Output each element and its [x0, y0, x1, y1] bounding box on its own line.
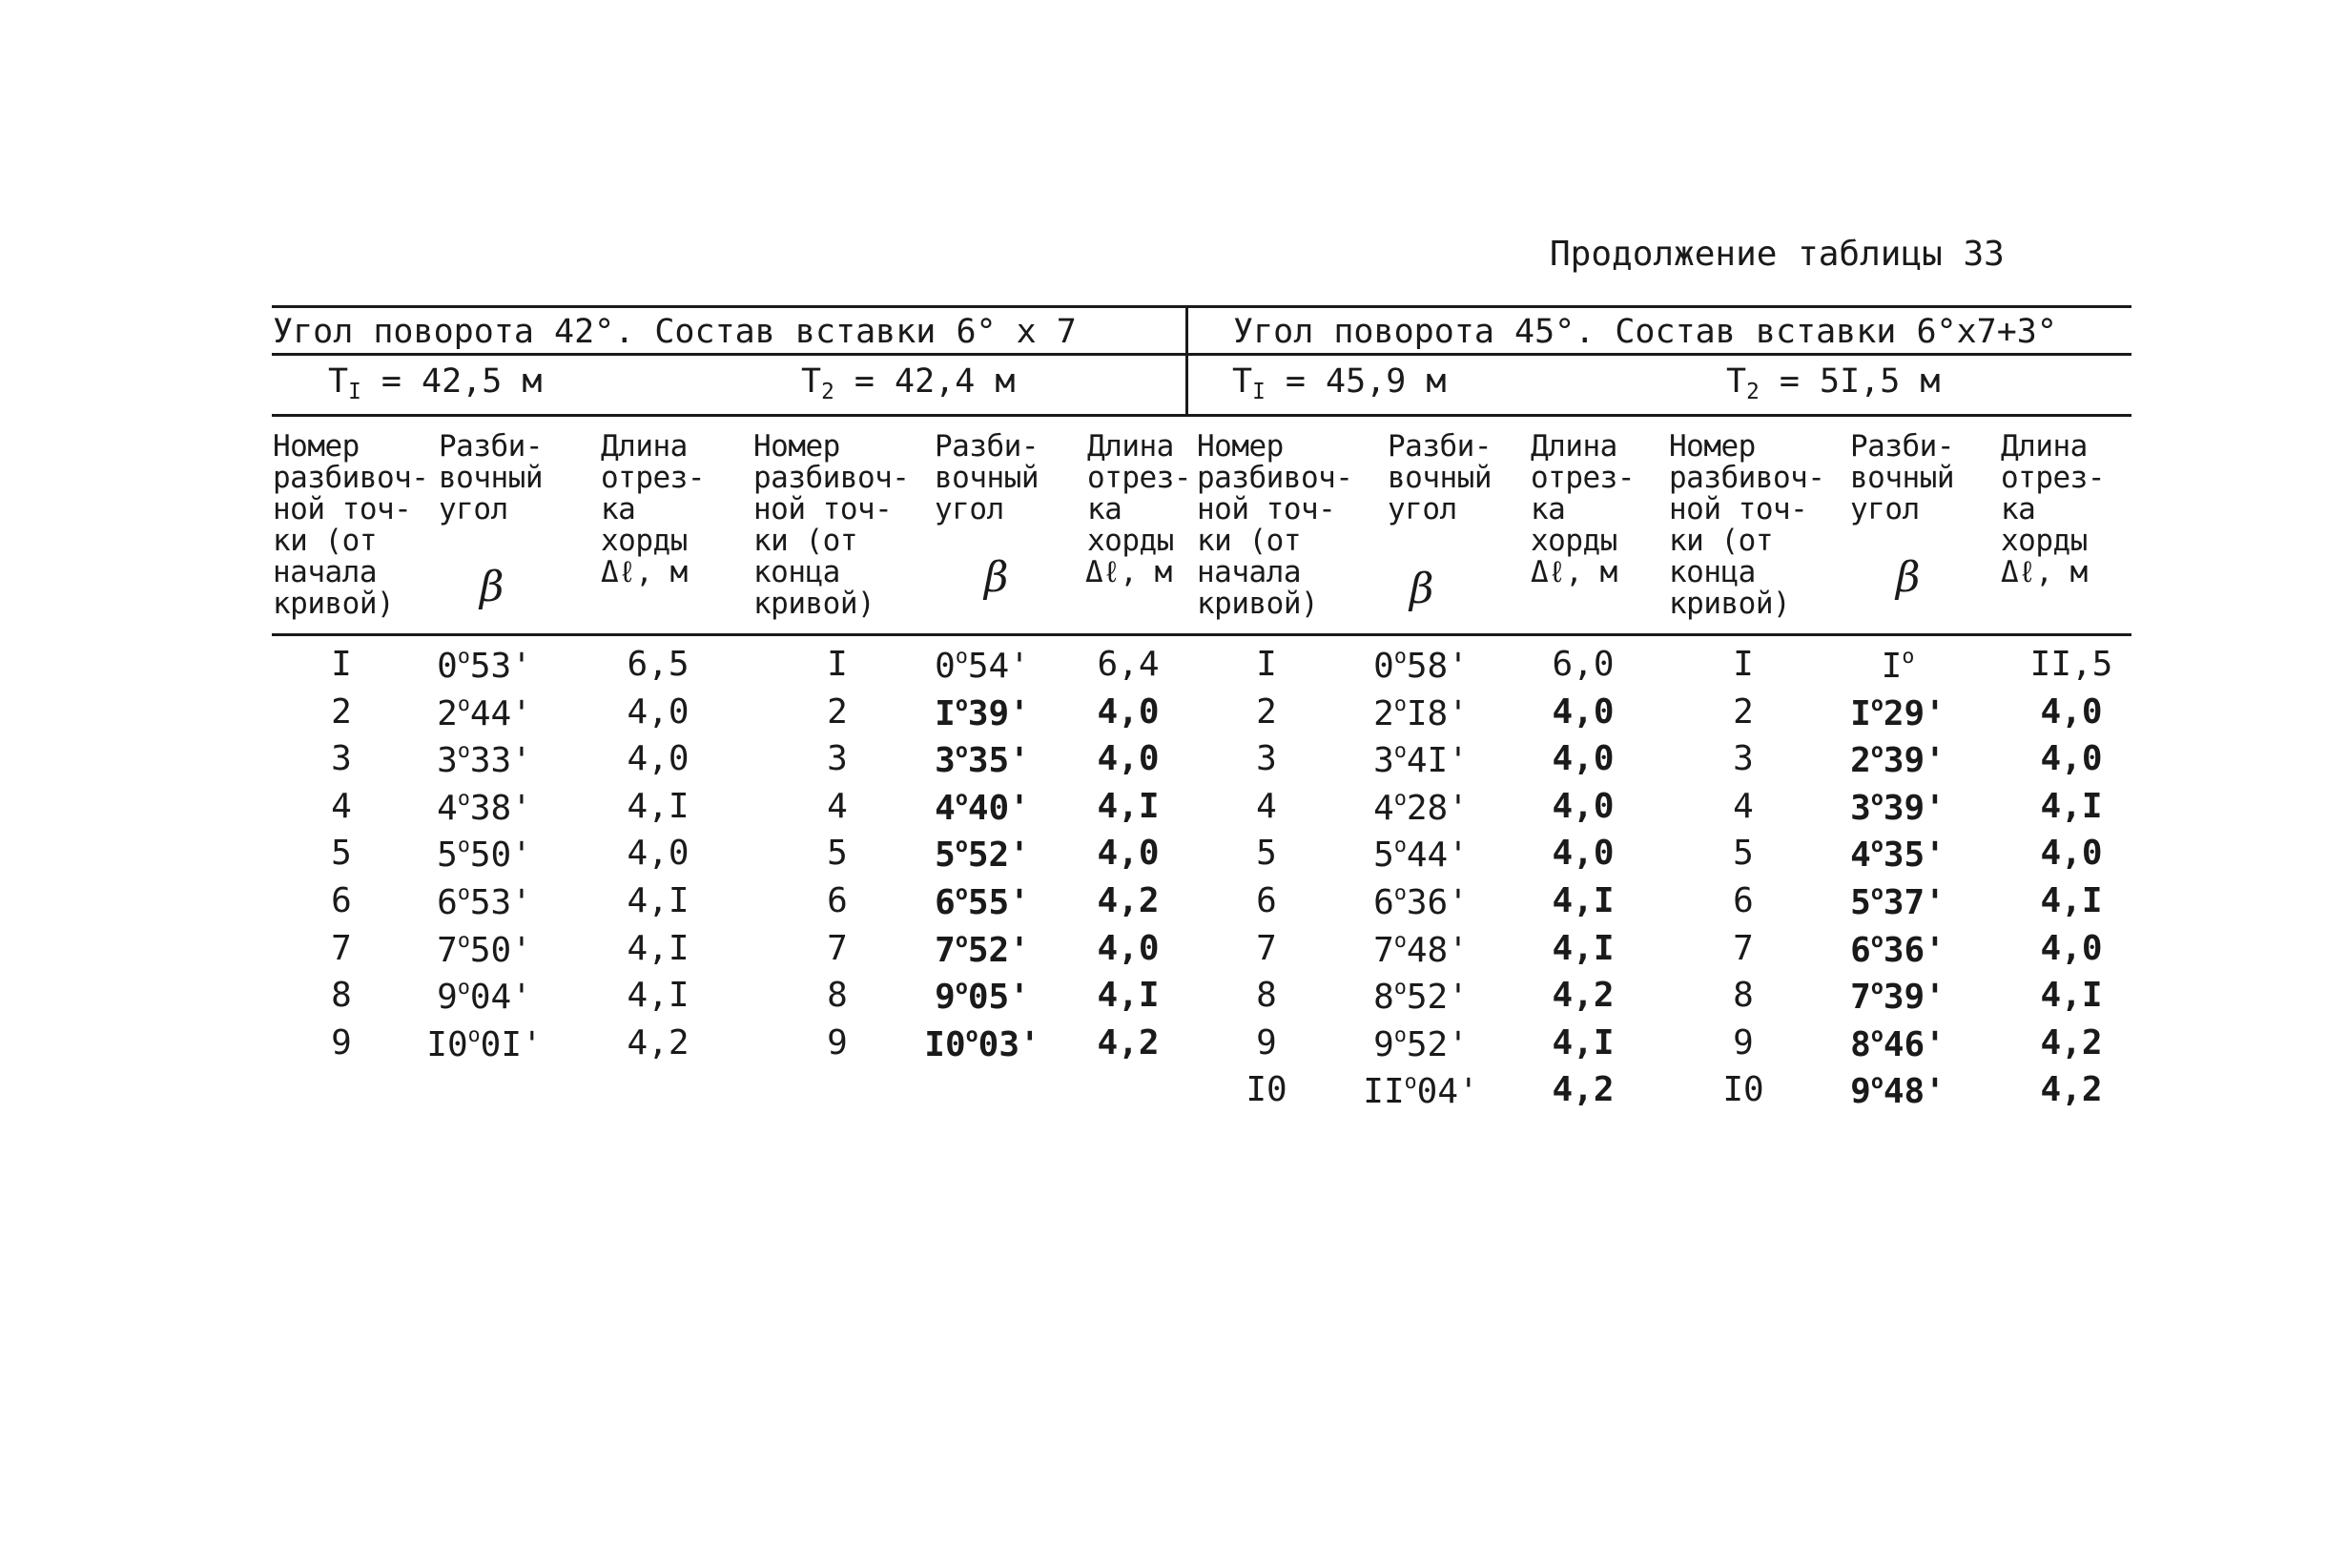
table-cell-angle-3: 7$^o$48' — [1373, 928, 1469, 970]
table-cell-point-4: 9 — [1733, 1022, 1754, 1063]
table-cell-angle-1: 3$^o$33' — [437, 739, 532, 781]
table-cell-point-4: I — [1733, 645, 1754, 684]
beta-symbol-4: β — [1896, 553, 1921, 602]
table-cell-chord-3: 4,0 — [1552, 691, 1615, 732]
title-rule — [272, 353, 2131, 356]
table-cell-chord-3: 4,I — [1552, 1022, 1615, 1063]
table-cell-point-1: 6 — [331, 881, 352, 920]
right-t2: $T_2 = 5I,5$ м — [1726, 362, 1941, 404]
left-t1: $T_I = 42,5$ м — [328, 362, 543, 404]
right-block-title: Угол поворота 45°. Состав вставки 6°х7+3° — [1233, 313, 2057, 351]
table-cell-angle-4: 6$^o$36' — [1850, 928, 1946, 970]
table-cell-chord-2: 4,I — [1097, 976, 1160, 1016]
table-cell-angle-3: 8$^o$52' — [1373, 976, 1469, 1018]
table-cell-angle-2: I0$^o$03' — [924, 1022, 1040, 1064]
table-cell-chord-2: 4,2 — [1097, 1022, 1160, 1063]
table-cell-angle-2: 6$^o$55' — [935, 881, 1030, 923]
table-cell-point-3: I — [1256, 645, 1277, 684]
table-cell-chord-1: 4,0 — [627, 691, 690, 732]
table-cell-angle-3: 5$^o$44' — [1373, 834, 1469, 876]
table-cell-chord-4: II,5 — [2029, 645, 2113, 684]
subhead-rule — [272, 414, 2131, 417]
table-cell-angle-3: 4$^o$28' — [1373, 786, 1469, 828]
table-cell-angle-3: 0$^o$58' — [1373, 645, 1469, 687]
col-header-angle-2: Разби- вочный угол — [935, 429, 1039, 526]
table-cell-angle-4: $I^o29'$ — [1850, 691, 1946, 733]
table-cell-angle-2: 3$^o$35' — [935, 739, 1030, 781]
left-block-title: Угол поворота 42°. Состав вставки 6° х 7 — [273, 313, 1077, 351]
table-cell-point-1: 8 — [331, 976, 352, 1016]
table-cell-point-4: I0 — [1722, 1070, 1764, 1110]
table-cell-point-2: 7 — [827, 928, 848, 968]
table-cell-point-1: I — [331, 645, 352, 684]
table-cell-chord-4: 4,0 — [2040, 739, 2103, 779]
table-cell-angle-2: 4$^o$40' — [935, 786, 1030, 828]
table-cell-point-2: 2 — [827, 691, 848, 732]
table-cell-angle-1: 4$^o$38' — [437, 786, 532, 828]
table-cell-point-4: 2 — [1733, 691, 1754, 732]
table-cell-angle-4: 5$^o$37' — [1850, 881, 1946, 923]
table-cell-angle-4: 7$^o$39' — [1850, 976, 1946, 1018]
table-cell-point-2: 3 — [827, 739, 848, 779]
table-cell-chord-4: 4,0 — [2040, 834, 2103, 874]
block-divider — [1185, 307, 1188, 414]
table-cell-point-3: 2 — [1256, 691, 1277, 732]
table-cell-point-3: 7 — [1256, 928, 1277, 968]
left-t2: $T_2 = 42,4$ м — [801, 362, 1016, 404]
table-cell-angle-3: $II^o04'$ — [1363, 1070, 1479, 1112]
table-cell-point-2: I — [827, 645, 848, 684]
table-cell-point-2: 6 — [827, 881, 848, 920]
table-cell-chord-2: 6,4 — [1097, 645, 1160, 684]
table-cell-point-1: 2 — [331, 691, 352, 732]
table-cell-angle-4: 2$^o$39' — [1850, 739, 1946, 781]
col-header-chord-2: Длина отрез- ка хорды — [1087, 429, 1191, 558]
table-cell-chord-1: 4,2 — [627, 1022, 690, 1063]
table-cell-chord-1: 4,0 — [627, 739, 690, 779]
table-cell-angle-4: 3$^o$39' — [1850, 786, 1946, 828]
table-cell-chord-1: 4,I — [627, 928, 690, 968]
table-cell-chord-1: 4,I — [627, 976, 690, 1016]
table-cell-chord-4: 4,0 — [2040, 691, 2103, 732]
table-cell-chord-3: 6,0 — [1552, 645, 1615, 684]
table-cell-point-4: 7 — [1733, 928, 1754, 968]
table-cell-point-1: 7 — [331, 928, 352, 968]
table-cell-chord-3: 4,2 — [1552, 976, 1615, 1016]
table-cell-chord-2: 4,0 — [1097, 691, 1160, 732]
col-header-chord-1: Длина отрез- ка хорды — [601, 429, 705, 558]
table-cell-angle-1: 0$^o$53' — [437, 645, 532, 687]
beta-symbol-3: β — [1410, 565, 1434, 613]
table-cell-chord-2: 4,0 — [1097, 739, 1160, 779]
table-cell-point-3: 5 — [1256, 834, 1277, 874]
col-header-chord-3: Длина отрез- ка хорды — [1531, 429, 1635, 558]
table-cell-chord-3: 4,0 — [1552, 739, 1615, 779]
table-cell-angle-2: 9$^o$05' — [935, 976, 1030, 1018]
table-cell-point-3: 4 — [1256, 786, 1277, 826]
col-header-point-2: Номер разбивоч- ной точ- ки (от конца кривой) — [753, 429, 910, 621]
table-cell-angle-1: 7$^o$50' — [437, 928, 532, 970]
table-cell-angle-4: 9$^o$48' — [1850, 1070, 1946, 1112]
table-cell-point-4: 5 — [1733, 834, 1754, 874]
table-cell-angle-3: 2$^o$I8' — [1373, 691, 1469, 733]
table-cell-point-2: 4 — [827, 786, 848, 826]
table-cell-chord-4: 4,2 — [2040, 1022, 2103, 1063]
col-header-point-4: Номер разбивоч- ной точ- ки (от конца кривой) — [1669, 429, 1825, 621]
table-cell-chord-1: 4,I — [627, 881, 690, 920]
col-header-chord-unit-1: Δℓ, м — [601, 555, 688, 589]
table-cell-chord-1: 4,0 — [627, 834, 690, 874]
table-cell-angle-1: 5$^o$50' — [437, 834, 532, 876]
table-cell-point-3: 9 — [1256, 1022, 1277, 1063]
table-cell-chord-4: 4,I — [2040, 976, 2103, 1016]
table-cell-angle-4: $I^o$ — [1881, 645, 1915, 687]
col-header-chord-unit-4: Δℓ, м — [2001, 555, 2088, 589]
table-cell-chord-2: 4,0 — [1097, 834, 1160, 874]
table-cell-point-1: 9 — [331, 1022, 352, 1063]
table-cell-angle-3: 9$^o$52' — [1373, 1022, 1469, 1064]
col-header-angle-4: Разби- вочный угол — [1850, 429, 1954, 526]
beta-symbol-1: β — [480, 563, 504, 611]
beta-symbol-2: β — [984, 553, 1009, 602]
table-cell-angle-1: 6$^o$53' — [437, 881, 532, 923]
table-cell-chord-2: 4,I — [1097, 786, 1160, 826]
col-header-point-1: Номер разбивоч- ной точ- ки (от начала кривой) — [273, 429, 429, 621]
table-cell-angle-2: 0$^o$54' — [935, 645, 1030, 687]
table-cell-angle-2: $I^o39'$ — [935, 691, 1030, 733]
table-cell-point-1: 5 — [331, 834, 352, 874]
table-cell-angle-3: 3$^o$4I' — [1373, 739, 1469, 781]
col-header-chord-unit-2: Δℓ, м — [1085, 555, 1172, 589]
table-cell-chord-3: 4,0 — [1552, 834, 1615, 874]
table-cell-angle-1: 9$^o$04' — [437, 976, 532, 1018]
table-cell-angle-1: I0$^o$0I' — [426, 1022, 543, 1064]
table-cell-point-2: 5 — [827, 834, 848, 874]
table-cell-chord-1: 6,5 — [627, 645, 690, 684]
table-cell-point-1: 4 — [331, 786, 352, 826]
table-cell-angle-3: 6$^o$36' — [1373, 881, 1469, 923]
table-cell-point-3: I0 — [1246, 1070, 1287, 1110]
table-cell-chord-4: 4,I — [2040, 881, 2103, 920]
col-header-angle-3: Разби- вочный угол — [1388, 429, 1492, 526]
table-cell-point-3: 8 — [1256, 976, 1277, 1016]
table-cell-chord-1: 4,I — [627, 786, 690, 826]
table-cell-chord-3: 4,0 — [1552, 786, 1615, 826]
table-cell-chord-3: 4,I — [1552, 928, 1615, 968]
table-cell-point-2: 8 — [827, 976, 848, 1016]
table-cell-chord-3: 4,I — [1552, 881, 1615, 920]
table-cell-angle-4: 8$^o$46' — [1850, 1022, 1946, 1064]
table-cell-point-4: 8 — [1733, 976, 1754, 1016]
col-header-point-3: Номер разбивоч- ной точ- ки (от начала кривой) — [1197, 429, 1353, 621]
col-header-chord-unit-3: Δℓ, м — [1531, 555, 1617, 589]
table-cell-chord-2: 4,0 — [1097, 928, 1160, 968]
col-header-angle-1: Разби- вочный угол — [439, 429, 543, 526]
table-cell-angle-2: 5$^o$52' — [935, 834, 1030, 876]
table-cell-chord-3: 4,2 — [1552, 1070, 1615, 1110]
right-t1: $T_I = 45,9$ м — [1232, 362, 1447, 404]
table-caption: Продолжение таблицы 33 — [1550, 235, 2005, 274]
table-cell-point-1: 3 — [331, 739, 352, 779]
table-cell-chord-4: 4,I — [2040, 786, 2103, 826]
table-cell-angle-4: 4$^o$35' — [1850, 834, 1946, 876]
table-cell-point-2: 9 — [827, 1022, 848, 1063]
table-cell-angle-2: 7$^o$52' — [935, 928, 1030, 970]
top-rule — [272, 305, 2131, 308]
table-cell-angle-1: 2$^o$44' — [437, 691, 532, 733]
table-cell-chord-2: 4,2 — [1097, 881, 1160, 920]
header-rule — [272, 633, 2131, 636]
table-cell-chord-4: 4,2 — [2040, 1070, 2103, 1110]
table-cell-point-4: 3 — [1733, 739, 1754, 779]
table-cell-point-3: 6 — [1256, 881, 1277, 920]
table-cell-point-3: 3 — [1256, 739, 1277, 779]
table-cell-chord-4: 4,0 — [2040, 928, 2103, 968]
table-cell-point-4: 6 — [1733, 881, 1754, 920]
col-header-chord-4: Длина отрез- ка хорды — [2001, 429, 2105, 558]
table-cell-point-4: 4 — [1733, 786, 1754, 826]
